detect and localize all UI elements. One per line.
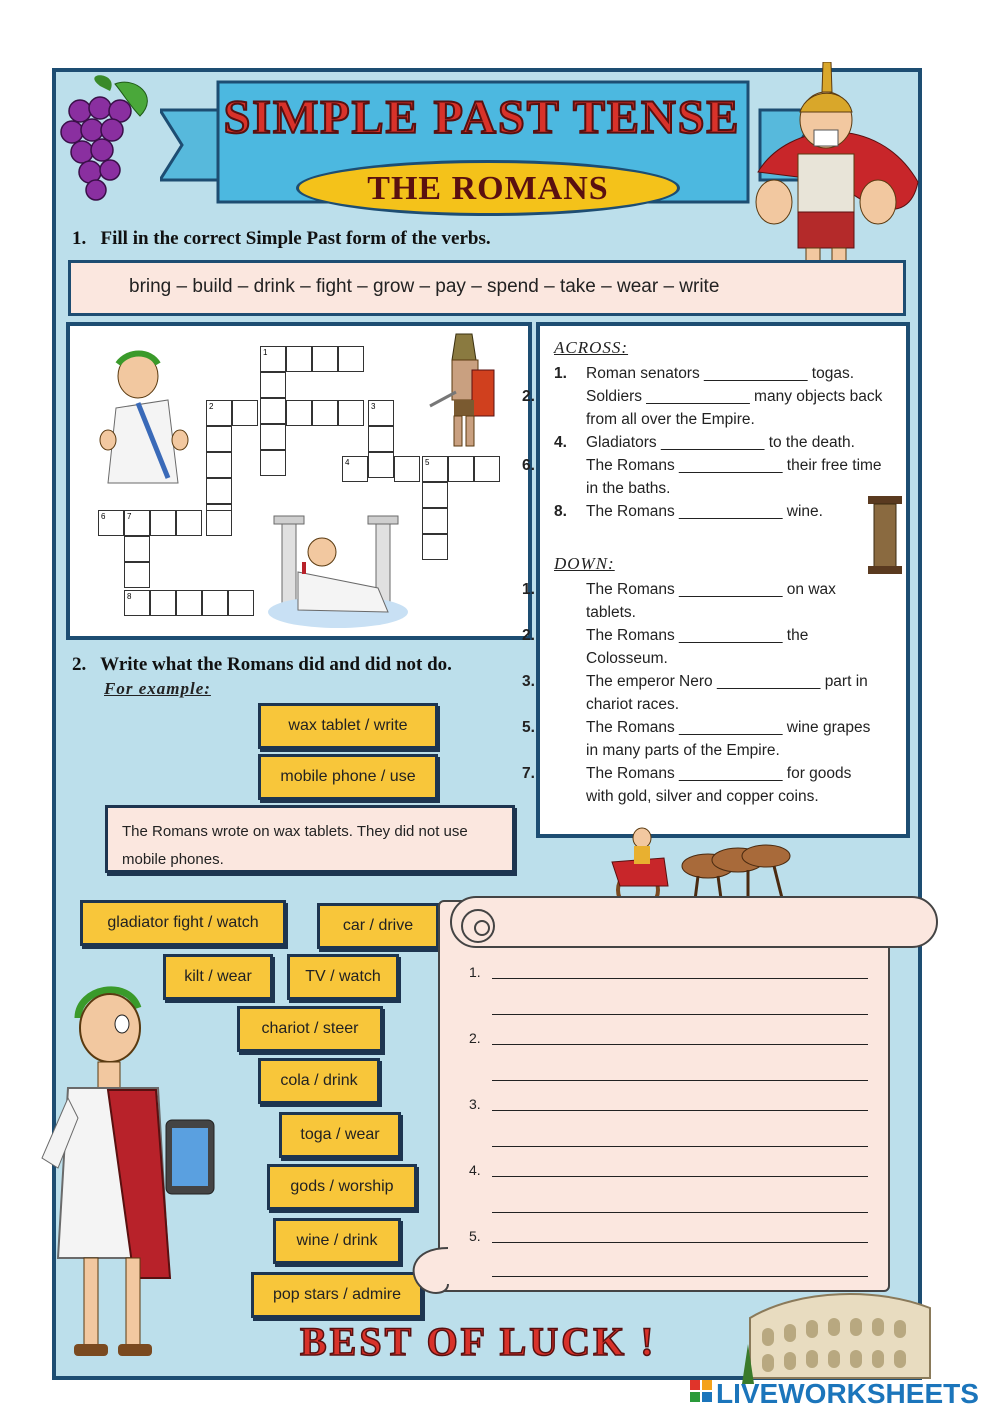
answer-number: 4. — [469, 1162, 481, 1178]
answer-line[interactable] — [492, 1080, 868, 1081]
clue-text: The Romans ____________ on wax tablets. — [586, 581, 836, 621]
brand-wordmark[interactable]: LIVEWORKSHEETS — [716, 1378, 979, 1409]
across-clue — [554, 362, 894, 385]
answer-line[interactable] — [492, 1176, 868, 1177]
section1-number: 1. — [72, 228, 87, 249]
roman-with-tablet-illustration — [38, 978, 238, 1378]
crossword-cell[interactable] — [286, 346, 312, 372]
crossword-cell[interactable] — [312, 346, 338, 372]
crossword-cell[interactable] — [206, 478, 232, 504]
clue-text: Soldiers ____________ many objects back from all over the Empire. — [586, 388, 883, 428]
clue-number: 4 — [345, 458, 350, 467]
reclining-roman-illustration — [268, 512, 428, 632]
clue-number: 6 — [101, 512, 106, 521]
scroll-top-roll — [450, 896, 938, 948]
example-tag: mobile phone / use — [258, 754, 438, 800]
crossword-cell[interactable] — [260, 346, 286, 372]
crossword-box — [66, 322, 532, 640]
crossword-cell[interactable] — [368, 426, 394, 452]
answer-scroll — [438, 900, 890, 1292]
answer-line[interactable] — [492, 1212, 868, 1213]
clue-text: The Romans ____________ for goods with gold, silver and copper coins. — [586, 765, 852, 805]
clue-number: 4. — [554, 434, 567, 451]
clue-text: Roman senators ____________ togas. — [586, 365, 855, 382]
crossword-cell[interactable] — [260, 398, 286, 424]
clue-number: 8. — [554, 503, 567, 520]
crossword-cell[interactable] — [206, 400, 232, 426]
column-icon — [866, 496, 906, 576]
crossword-cell[interactable] — [150, 510, 176, 536]
crossword-cell[interactable] — [260, 450, 286, 476]
section1-instruction: Fill in the correct Simple Past form of the verbs. — [100, 228, 491, 249]
clue-number: 5 — [425, 458, 430, 467]
answer-line[interactable] — [492, 1044, 868, 1045]
section1-heading — [72, 228, 491, 250]
senator-illustration — [98, 348, 194, 488]
answer-line[interactable] — [492, 1242, 868, 1243]
answer-number: 3. — [469, 1096, 481, 1112]
across-clue — [554, 500, 894, 523]
prompt-tag[interactable]: wine / drink — [273, 1218, 401, 1264]
clue-number: 2. — [522, 388, 535, 405]
crossword-cell[interactable] — [206, 452, 232, 478]
down-clue — [522, 716, 872, 762]
down-clue-list — [522, 578, 872, 808]
crossword-cell[interactable] — [124, 562, 150, 588]
down-clue — [522, 624, 872, 670]
answer-line[interactable] — [492, 1146, 868, 1147]
crossword-cell[interactable] — [368, 400, 394, 426]
crossword-cell[interactable] — [202, 590, 228, 616]
crossword-cell[interactable] — [338, 346, 364, 372]
answer-number: 1. — [469, 964, 481, 980]
clues-panel — [522, 322, 910, 838]
clue-number: 2 — [209, 402, 214, 411]
down-clue — [522, 762, 872, 808]
answer-line[interactable] — [492, 1110, 868, 1111]
prompt-tag[interactable]: TV / watch — [287, 954, 399, 1000]
crossword-cell[interactable] — [422, 456, 448, 482]
liveworksheets-logo-icon — [690, 1380, 712, 1404]
clue-text: Gladiators ____________ to the death. — [586, 434, 855, 451]
crossword-cell[interactable] — [206, 426, 232, 452]
across-clue — [522, 385, 894, 431]
answer-number: 2. — [469, 1030, 481, 1046]
clue-number: 8 — [127, 592, 132, 601]
clue-number: 2. — [522, 627, 535, 644]
example-sentence: The Romans wrote on wax tablets. They did not use mobile phones. — [105, 805, 515, 873]
clue-text: The emperor Nero ____________ part in chariot races. — [586, 673, 868, 713]
colosseum-illustration — [740, 1288, 940, 1384]
clue-text: The Romans ____________ wine grapes in many parts of the Empire. — [586, 719, 871, 759]
example-label: For example: — [104, 679, 211, 698]
scroll-bottom-curl-icon — [402, 1244, 452, 1302]
clue-number: 1. — [554, 365, 567, 382]
clue-number: 6. — [522, 457, 535, 474]
crossword-cell[interactable] — [176, 590, 202, 616]
section2-heading — [72, 654, 452, 676]
answer-line[interactable] — [492, 1276, 868, 1277]
crossword-cell[interactable] — [286, 400, 312, 426]
crossword-cell[interactable] — [368, 452, 394, 478]
grapes-icon — [40, 66, 170, 206]
clue-text: The Romans ____________ their free time in the baths. — [586, 457, 882, 497]
clue-text: The Romans ____________ wine. — [586, 503, 823, 520]
clue-text: The Romans ____________ the Colosseum. — [586, 627, 809, 667]
word-bank: bring – build – drink – fight – grow – pay – spend – take – wear – write — [68, 260, 906, 316]
answer-line[interactable] — [492, 978, 868, 979]
crossword-cell[interactable] — [124, 510, 150, 536]
crossword-cell[interactable] — [448, 456, 474, 482]
prompt-tag[interactable]: cola / drink — [258, 1058, 380, 1104]
crossword-cell[interactable] — [474, 456, 500, 482]
prompt-tag[interactable]: car / drive — [317, 903, 439, 949]
across-clue — [554, 431, 894, 454]
crossword-cell[interactable] — [124, 536, 150, 562]
prompt-tag[interactable]: chariot / steer — [237, 1006, 383, 1052]
section2-instruction: Write what the Romans did and did not do. — [100, 654, 452, 675]
gladiator-illustration — [426, 330, 506, 450]
down-clue — [522, 670, 872, 716]
subtitle-oval — [296, 160, 680, 216]
clue-number: 1. — [522, 581, 535, 598]
crossword-cell[interactable] — [206, 510, 232, 536]
answer-number: 5. — [469, 1228, 481, 1244]
crossword-cell[interactable] — [228, 590, 254, 616]
example-tag: wax tablet / write — [258, 703, 438, 749]
crossword-cell[interactable] — [422, 482, 448, 508]
scroll-curl-icon — [456, 904, 500, 948]
clue-number: 7 — [127, 512, 132, 521]
answer-line[interactable] — [492, 1014, 868, 1015]
crossword-cell[interactable] — [98, 510, 124, 536]
page-subtitle: THE ROMANS — [367, 170, 609, 207]
closing-message: BEST OF LUCK ! — [300, 1319, 657, 1364]
prompt-tag[interactable]: gladiator fight / watch — [80, 900, 286, 946]
clue-number: 1 — [263, 348, 268, 357]
down-clue — [522, 578, 872, 624]
crossword-cell[interactable] — [312, 400, 338, 426]
clue-number: 7. — [522, 765, 535, 782]
crossword-cell[interactable] — [394, 456, 420, 482]
crossword-cell[interactable] — [338, 400, 364, 426]
clue-number: 3. — [522, 673, 535, 690]
crossword-cell[interactable] — [124, 590, 150, 616]
page-title: SIMPLE PAST TENSE — [223, 91, 741, 144]
section2-number: 2. — [72, 654, 87, 675]
clue-number: 5. — [522, 719, 535, 736]
across-clue-list — [522, 362, 894, 523]
crossword-cell[interactable] — [150, 590, 176, 616]
prompt-tag[interactable]: gods / worship — [267, 1164, 417, 1210]
across-clue — [522, 454, 894, 500]
prompt-tag[interactable]: kilt / wear — [163, 954, 273, 1000]
crossword-cell[interactable] — [260, 372, 286, 398]
crossword-cell[interactable] — [342, 456, 368, 482]
clue-number: 3 — [371, 402, 376, 411]
across-heading: ACROSS: — [554, 338, 629, 357]
down-heading: DOWN: — [554, 554, 615, 573]
prompt-tag[interactable]: toga / wear — [279, 1112, 401, 1158]
crossword-cell[interactable] — [260, 424, 286, 450]
prompt-tag[interactable]: pop stars / admire — [251, 1272, 423, 1318]
crossword-cell[interactable] — [176, 510, 202, 536]
crossword-cell[interactable] — [232, 400, 258, 426]
